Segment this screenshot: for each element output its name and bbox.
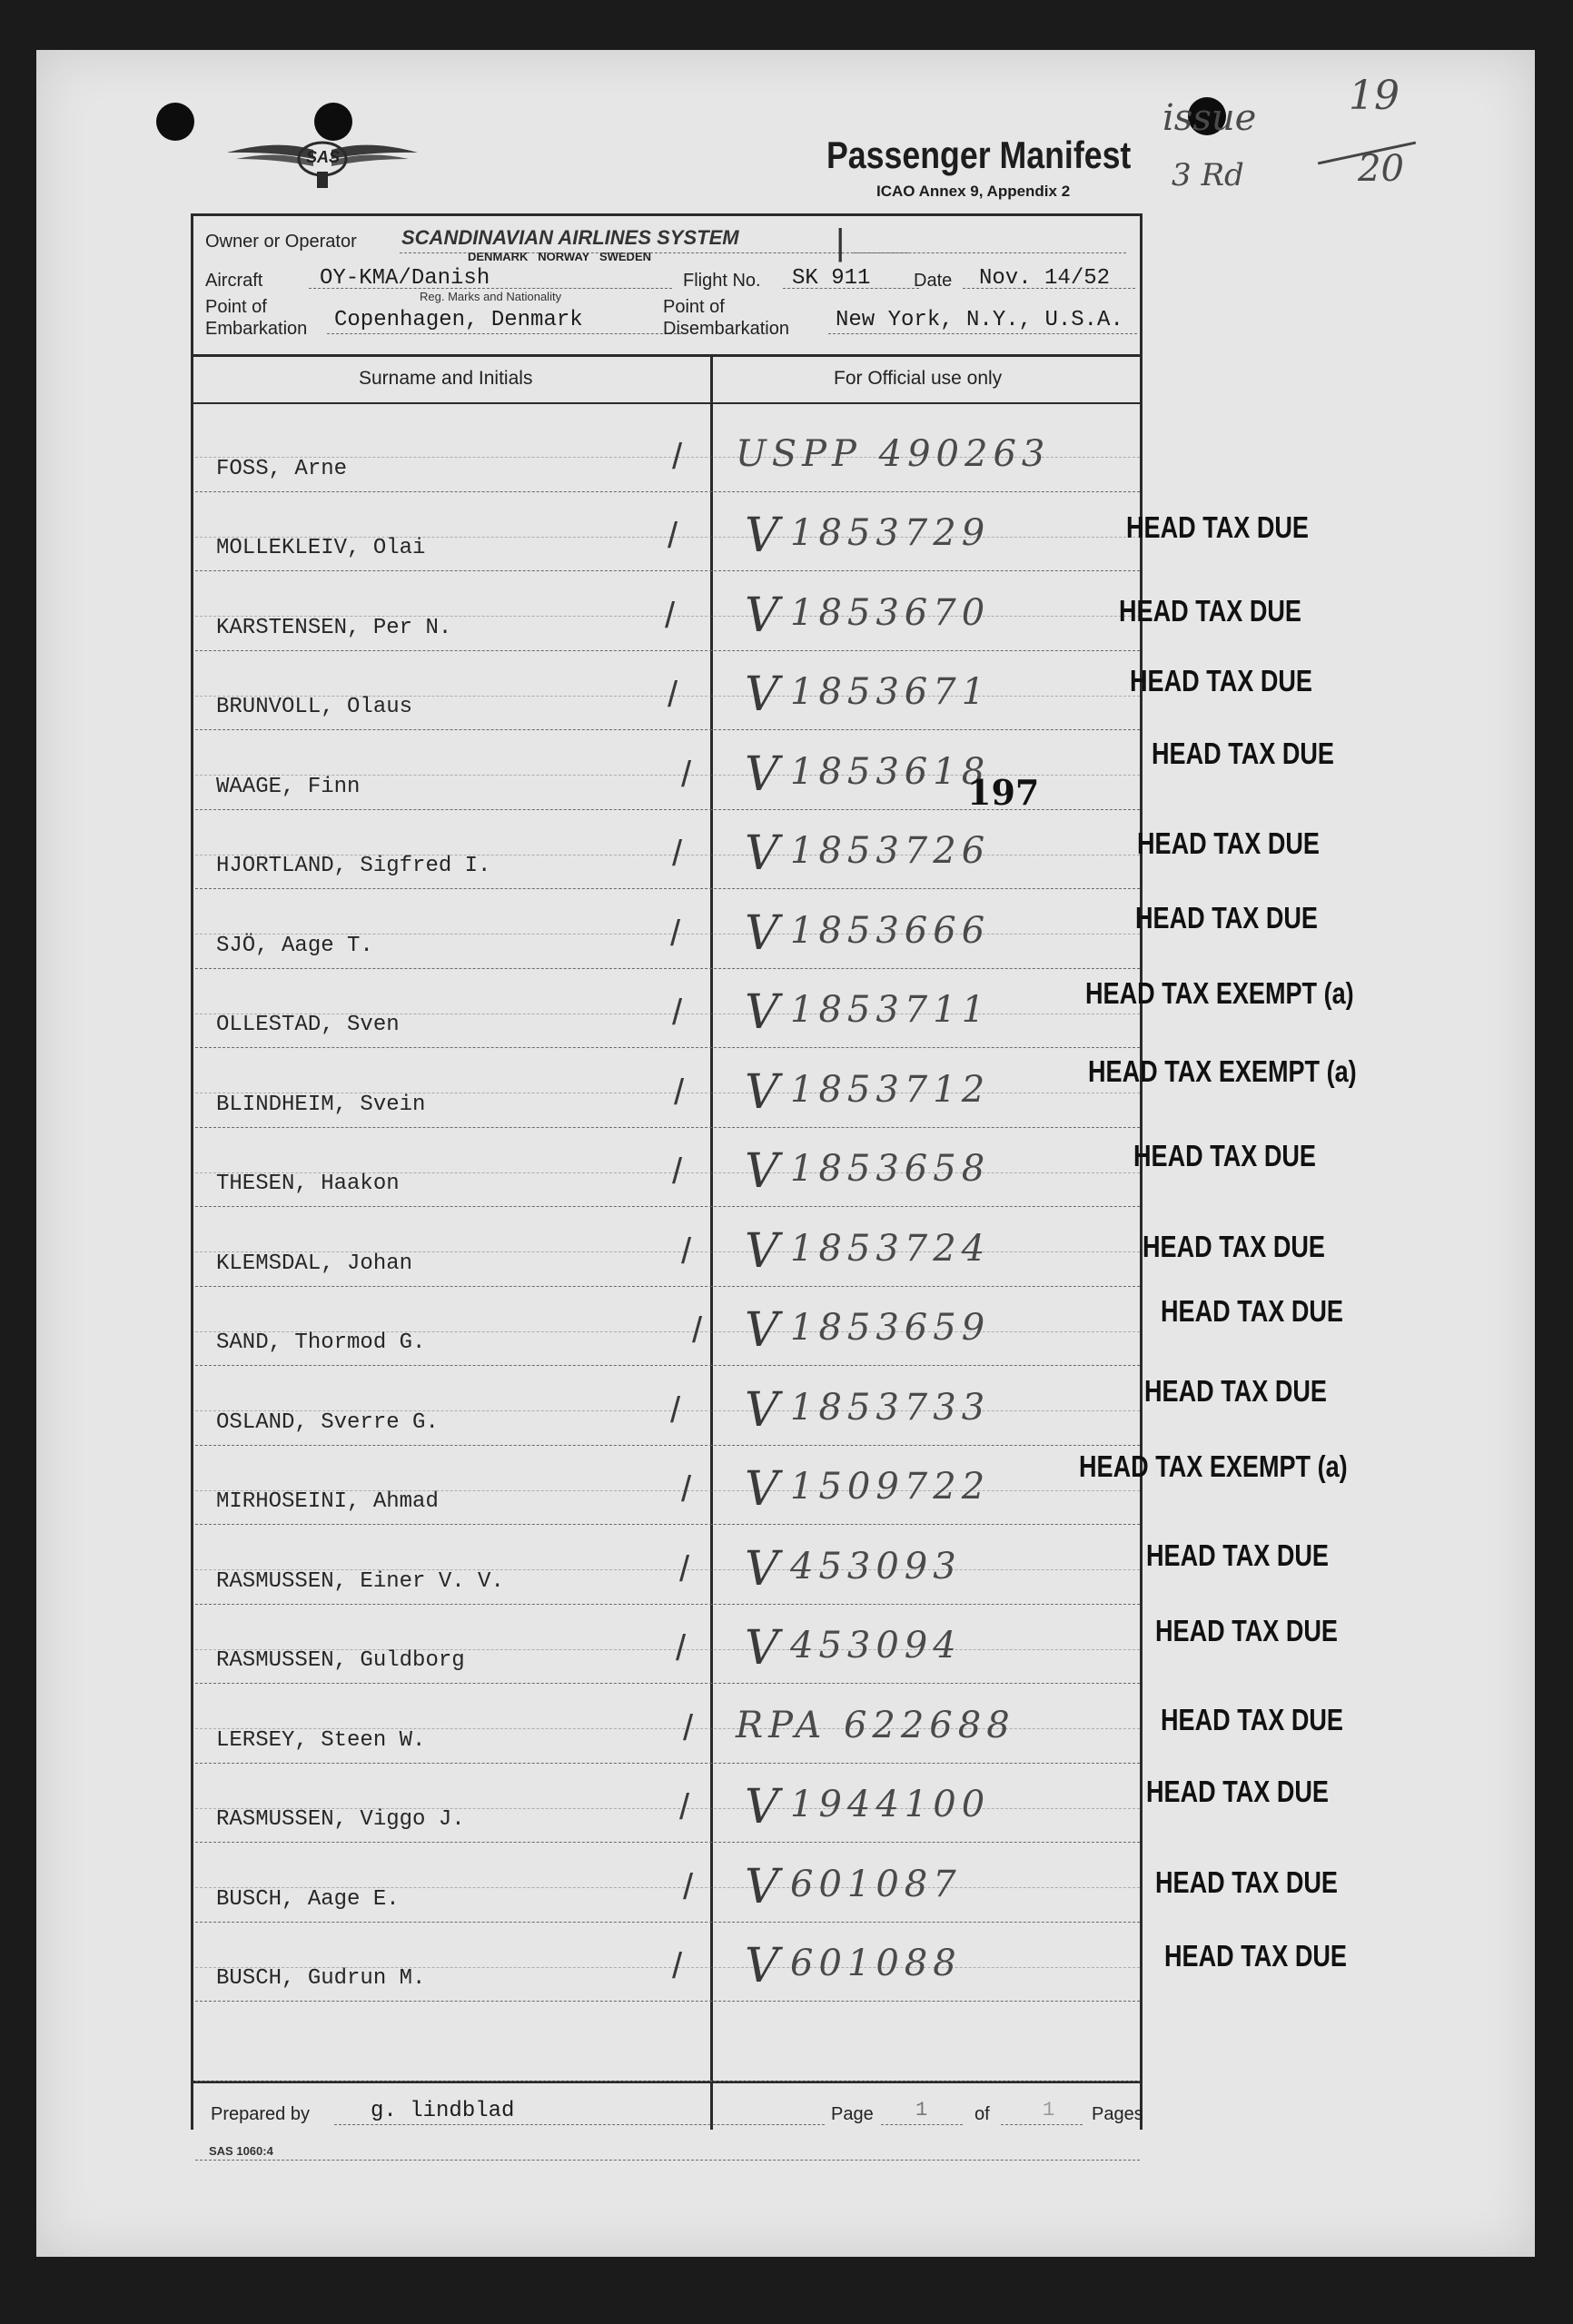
head-tax-stamp: HEAD TAX DUE bbox=[1135, 900, 1318, 935]
date-rule bbox=[963, 288, 1135, 289]
check-mark: V bbox=[745, 1223, 779, 1279]
form-top-rule bbox=[191, 213, 1141, 216]
slash-mark: / bbox=[672, 1152, 683, 1192]
slash-mark: / bbox=[672, 1946, 683, 1986]
row-rule bbox=[195, 1604, 1140, 1605]
official-number: USPP 490263 bbox=[736, 432, 1051, 475]
corner-note-sub: 3 Rd bbox=[1172, 157, 1244, 193]
passenger-name: FOSS, Arne bbox=[216, 456, 348, 481]
slash-mark: / bbox=[676, 1628, 687, 1668]
slash-mark: / bbox=[670, 1389, 681, 1430]
slash-mark: / bbox=[672, 993, 683, 1033]
row-rule bbox=[195, 1365, 1140, 1366]
row-rule bbox=[195, 968, 1140, 969]
slash-mark: / bbox=[674, 1072, 685, 1113]
check-mark: V bbox=[745, 826, 779, 881]
disembark-label-2: Disembarkation bbox=[663, 319, 789, 339]
row-rule bbox=[195, 650, 1140, 651]
flight-value: SK 911 bbox=[792, 266, 871, 291]
check-mark: V bbox=[745, 668, 779, 722]
official-number: 1853726 bbox=[790, 830, 991, 872]
corner-note: issue bbox=[1162, 97, 1257, 139]
passenger-name: BLINDHEIM, Svein bbox=[216, 1092, 426, 1117]
check-mark: V bbox=[745, 985, 779, 1040]
passenger-name: MOLLEKLEIV, Olai bbox=[216, 536, 426, 560]
owner-value: SCANDINAVIAN AIRLINES SYSTEM bbox=[401, 226, 739, 249]
row-rule bbox=[195, 1524, 1140, 1525]
column-header-surname: Surname and Initials bbox=[359, 368, 533, 389]
passenger-name: RASMUSSEN, Viggo J. bbox=[216, 1807, 465, 1832]
date-label: Date bbox=[914, 271, 953, 291]
slash-mark: / bbox=[681, 1231, 692, 1271]
slash-mark: / bbox=[670, 913, 681, 954]
passenger-name: SJÖ, Aage T. bbox=[216, 933, 373, 958]
slash-mark: / bbox=[668, 516, 678, 556]
sas-logo bbox=[223, 121, 422, 193]
page-value: 1 bbox=[915, 2099, 928, 2121]
slash-mark: / bbox=[681, 754, 692, 795]
passenger-name: KARSTENSEN, Per N. bbox=[216, 615, 452, 640]
official-number: 1853729 bbox=[790, 512, 991, 554]
head-tax-stamp: HEAD TAX DUE bbox=[1143, 1229, 1325, 1263]
fraction-bottom: 20 bbox=[1358, 148, 1404, 190]
row-rule bbox=[195, 1047, 1140, 1048]
reg-note: Reg. Marks and Nationality bbox=[420, 290, 562, 303]
date-value: Nov. 14/52 bbox=[979, 266, 1111, 291]
aircraft-rule bbox=[309, 288, 672, 289]
official-number: 1853712 bbox=[790, 1068, 991, 1111]
prepared-rule bbox=[334, 2124, 825, 2125]
page-title: Passenger Manifest bbox=[826, 134, 1132, 176]
head-tax-stamp: HEAD TAX EXEMPT (a) bbox=[1085, 976, 1354, 1010]
head-tax-stamp: HEAD TAX DUE bbox=[1133, 1139, 1316, 1172]
head-tax-stamp: HEAD TAX DUE bbox=[1146, 1538, 1329, 1572]
head-tax-stamp: HEAD TAX DUE bbox=[1155, 1864, 1338, 1899]
head-tax-stamp: HEAD TAX DUE bbox=[1152, 736, 1334, 770]
head-tax-stamp: HEAD TAX EXEMPT (a) bbox=[1079, 1449, 1348, 1483]
check-mark: V bbox=[745, 1621, 779, 1676]
head-tax-stamp: HEAD TAX DUE bbox=[1161, 1294, 1343, 1328]
row-rule bbox=[195, 729, 1140, 730]
row-rule bbox=[195, 1206, 1140, 1207]
flight-rule bbox=[783, 288, 919, 289]
page-rule bbox=[881, 2124, 963, 2125]
check-mark: V bbox=[745, 905, 779, 961]
owner-label: Owner or Operator bbox=[205, 232, 357, 252]
row-rule bbox=[195, 1286, 1140, 1287]
row-rule bbox=[195, 1683, 1140, 1684]
official-number: 1853671 bbox=[790, 671, 991, 713]
official-number: 1853658 bbox=[790, 1148, 991, 1190]
row-rule bbox=[195, 491, 1140, 492]
embark-rule bbox=[327, 333, 681, 334]
embark-label-1: Point of bbox=[205, 297, 267, 317]
page-label: Page bbox=[831, 2104, 874, 2124]
head-tax-stamp: HEAD TAX DUE bbox=[1161, 1702, 1343, 1736]
check-mark: V bbox=[745, 1780, 779, 1834]
head-tax-stamp: HEAD TAX DUE bbox=[1146, 1775, 1329, 1808]
check-mark: V bbox=[745, 1303, 779, 1358]
logo-text: SAS bbox=[306, 148, 341, 166]
prepared-value: g. lindblad bbox=[371, 2099, 515, 2123]
check-mark: V bbox=[745, 747, 779, 802]
row-rule bbox=[195, 1445, 1140, 1446]
check-mark: V bbox=[745, 509, 779, 563]
pages-label: Pages bbox=[1092, 2104, 1143, 2124]
column-header-rule bbox=[191, 402, 1141, 404]
owner-tick: | bbox=[836, 223, 846, 262]
check-mark: V bbox=[745, 1064, 779, 1120]
passenger-name: BRUNVOLL, Olaus bbox=[216, 695, 413, 719]
head-tax-stamp: HEAD TAX DUE bbox=[1164, 1939, 1347, 1973]
column-header-official: For Official use only bbox=[834, 368, 1003, 389]
of-value: 1 bbox=[1043, 2099, 1055, 2121]
row-rule bbox=[195, 2081, 1140, 2082]
slash-mark: / bbox=[668, 675, 678, 715]
passenger-name: BUSCH, Gudrun M. bbox=[216, 1966, 426, 1991]
passenger-name: HJORTLAND, Sigfred I. bbox=[216, 854, 491, 878]
slash-mark: / bbox=[679, 1548, 690, 1589]
official-number: 1853724 bbox=[790, 1227, 991, 1270]
flight-label: Flight No. bbox=[683, 271, 761, 291]
passenger-name: THESEN, Haakon bbox=[216, 1172, 400, 1196]
check-mark: V bbox=[745, 1939, 779, 1993]
of-label: of bbox=[974, 2104, 990, 2124]
fraction-top: 19 bbox=[1349, 73, 1400, 119]
aircraft-label: Aircraft bbox=[205, 271, 263, 291]
manifest-sheet bbox=[36, 50, 1535, 2257]
page-subtitle: ICAO Annex 9, Appendix 2 bbox=[876, 183, 1071, 200]
head-tax-stamp: HEAD TAX DUE bbox=[1137, 826, 1320, 860]
prepared-label: Prepared by bbox=[211, 2104, 310, 2124]
disembark-label-1: Point of bbox=[663, 297, 725, 317]
official-number: 601088 bbox=[790, 1943, 962, 1984]
check-mark: V bbox=[745, 1859, 779, 1914]
official-number: 1853733 bbox=[790, 1386, 991, 1429]
official-number: 1944100 bbox=[790, 1784, 991, 1825]
aircraft-value: OY-KMA/Danish bbox=[320, 266, 490, 291]
head-tax-stamp: HEAD TAX DUE bbox=[1155, 1614, 1338, 1647]
passenger-name: BUSCH, Aage E. bbox=[216, 1886, 400, 1912]
passenger-name: MIRHOSEINI, Ahmad bbox=[216, 1489, 439, 1514]
slash-mark: / bbox=[683, 1707, 694, 1748]
official-number: 1853711 bbox=[790, 989, 991, 1031]
embark-label-2: Embarkation bbox=[205, 319, 308, 339]
passenger-name: LERSEY, Steen W. bbox=[216, 1727, 426, 1753]
row-rule bbox=[195, 2001, 1140, 2002]
official-number: RPA 622688 bbox=[736, 1704, 1015, 1746]
official-number: 453093 bbox=[790, 1545, 962, 1587]
owner-rule-right bbox=[854, 252, 1126, 253]
row-rule bbox=[195, 1127, 1140, 1128]
passenger-name: SAND, Thormod G. bbox=[216, 1330, 426, 1355]
slash-mark: / bbox=[672, 436, 683, 477]
official-number: 453094 bbox=[790, 1625, 962, 1666]
official-number: 601087 bbox=[790, 1863, 962, 1905]
head-tax-stamp: HEAD TAX EXEMPT (a) bbox=[1088, 1053, 1357, 1088]
passenger-name: WAAGE, Finn bbox=[216, 774, 361, 799]
check-mark: V bbox=[745, 1382, 779, 1438]
row-rule bbox=[195, 2160, 1140, 2161]
column-divider bbox=[710, 354, 713, 2130]
official-number: 1853670 bbox=[790, 591, 991, 634]
of-rule bbox=[1001, 2124, 1083, 2125]
slash-mark: / bbox=[681, 1469, 692, 1509]
row-rule bbox=[195, 1922, 1140, 1923]
passenger-name: RASMUSSEN, Einer V. V. bbox=[216, 1568, 504, 1594]
check-mark: V bbox=[745, 588, 779, 643]
owner-rule bbox=[400, 252, 908, 253]
head-tax-stamp: HEAD TAX DUE bbox=[1126, 510, 1309, 544]
slash-mark: / bbox=[672, 834, 683, 874]
head-tax-stamp: HEAD TAX DUE bbox=[1144, 1373, 1327, 1408]
form-left-rule bbox=[191, 213, 193, 2130]
row-rule bbox=[195, 1763, 1140, 1764]
passenger-name: OLLESTAD, Sven bbox=[216, 1013, 400, 1037]
check-mark: V bbox=[745, 1541, 779, 1597]
owner-countries: DENMARK NORWAY SWEDEN bbox=[468, 250, 652, 263]
row-rule bbox=[195, 888, 1140, 889]
punch-hole bbox=[156, 103, 194, 141]
check-mark: V bbox=[745, 1144, 779, 1199]
slash-mark: / bbox=[692, 1310, 703, 1350]
official-number: 1853618 bbox=[790, 750, 991, 793]
disembark-value: New York, N.Y., U.S.A. bbox=[836, 308, 1123, 332]
slash-mark: / bbox=[679, 1787, 690, 1827]
passenger-name: KLEMSDAL, Johan bbox=[216, 1251, 413, 1276]
official-number: 1853666 bbox=[790, 909, 991, 952]
check-mark: V bbox=[745, 1462, 779, 1517]
passenger-name: OSLAND, Sverre G. bbox=[216, 1409, 439, 1435]
stamp-number: 197 bbox=[967, 772, 1040, 813]
slash-mark: / bbox=[665, 595, 676, 636]
form-code: SAS 1060:4 bbox=[209, 2144, 273, 2158]
row-rule bbox=[195, 570, 1140, 571]
embark-value: Copenhagen, Denmark bbox=[334, 308, 583, 332]
official-number: 1509722 bbox=[790, 1466, 991, 1508]
official-number: 1853659 bbox=[790, 1307, 991, 1349]
row-rule bbox=[195, 1842, 1140, 1843]
passenger-name: RASMUSSEN, Guldborg bbox=[216, 1648, 465, 1673]
head-tax-stamp: HEAD TAX DUE bbox=[1119, 593, 1301, 628]
slash-mark: / bbox=[683, 1866, 694, 1907]
head-tax-stamp: HEAD TAX DUE bbox=[1130, 664, 1312, 697]
disembark-rule bbox=[828, 333, 1137, 334]
header-bottom-rule bbox=[191, 354, 1141, 357]
